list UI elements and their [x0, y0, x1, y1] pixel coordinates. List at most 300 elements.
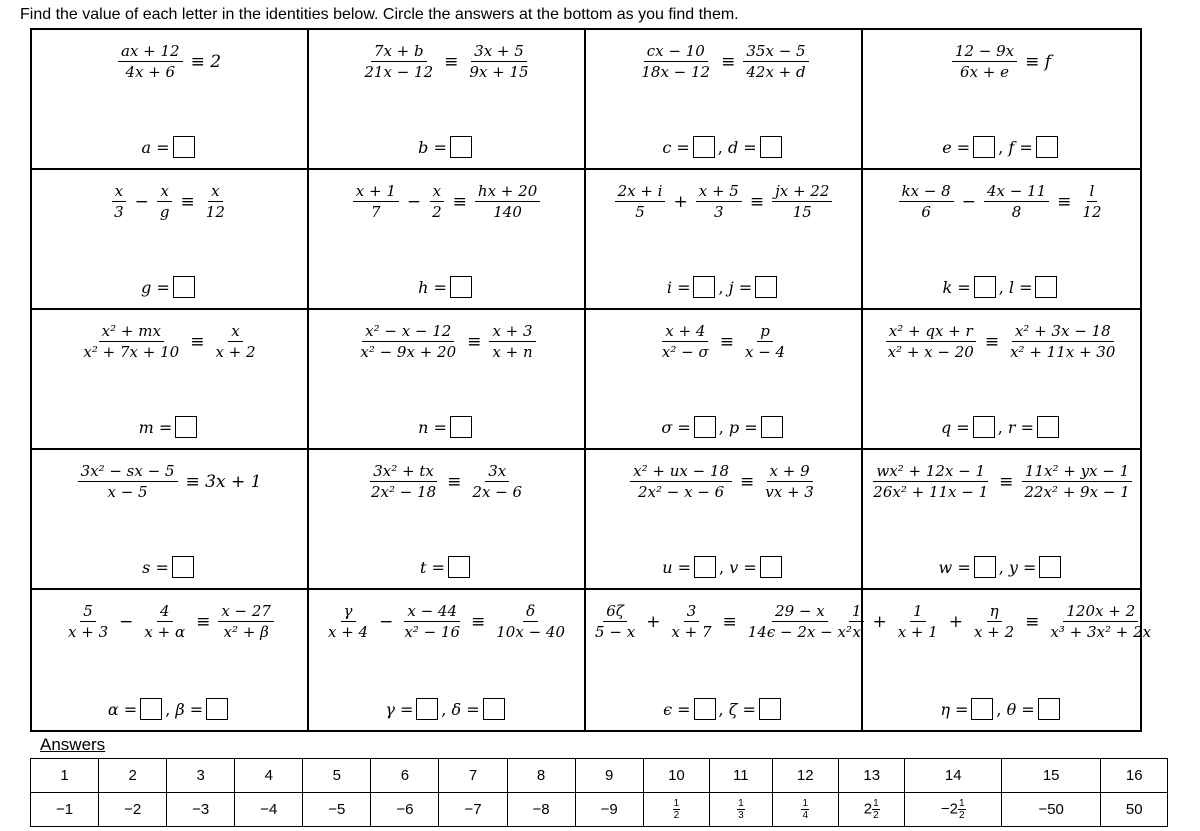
variable-label: j =	[728, 277, 753, 297]
separator: ,	[441, 699, 452, 719]
denominator: 26x² + 11x − 1	[873, 483, 989, 501]
problem-cell	[863, 30, 1140, 170]
answer-option[interactable]: 4	[235, 759, 303, 793]
fraction	[355, 322, 461, 361]
answer-box[interactable]	[175, 416, 197, 438]
answer-box[interactable]	[450, 276, 472, 298]
fraction	[847, 602, 867, 641]
denominator: 8	[1011, 203, 1022, 221]
answer-line	[309, 556, 584, 578]
answer-box[interactable]	[760, 136, 782, 158]
identity-expression	[586, 462, 861, 501]
denominator: 7	[371, 203, 381, 221]
separator: ,	[998, 277, 1009, 297]
denominator: 6	[921, 203, 931, 221]
separator: ,	[719, 557, 730, 577]
variable-label: c =	[662, 137, 690, 157]
denominator: 6x + e	[960, 63, 1010, 81]
identity-expression	[851, 602, 1152, 641]
numerator: x + 4	[662, 322, 708, 342]
operator: ≡	[447, 471, 462, 492]
answer-box[interactable]	[973, 136, 995, 158]
identity-expression	[863, 462, 1140, 501]
answer-box[interactable]	[1036, 136, 1058, 158]
identity-expression	[863, 322, 1140, 361]
denominator: x² + x − 20	[887, 343, 974, 361]
fraction	[1045, 602, 1156, 641]
answer-option[interactable]: −9	[575, 793, 643, 827]
answer-line	[32, 416, 307, 438]
denominator: 2x² − x − 6	[637, 483, 725, 501]
denominator: x² + 7x + 10	[83, 343, 180, 361]
answer-option[interactable]: −3	[167, 793, 235, 827]
answer-option[interactable]: 3	[167, 759, 235, 793]
fraction	[760, 462, 819, 501]
denominator: x	[852, 623, 861, 641]
operator: ≡	[984, 331, 1000, 352]
whole-part: 2	[863, 800, 873, 818]
identity-expression	[32, 462, 307, 501]
numerator: 120x + 2	[1063, 602, 1138, 622]
numerator: x	[228, 322, 242, 342]
answer-box[interactable]	[172, 556, 194, 578]
answer-option[interactable]: −1	[31, 793, 99, 827]
numerator: 3x	[485, 462, 509, 482]
answer-option[interactable]: 6	[371, 759, 439, 793]
numerator: p	[757, 322, 773, 342]
numerator: x + 3	[489, 322, 535, 342]
operator: ≡	[740, 471, 755, 492]
answer-option[interactable]: 14	[905, 759, 1002, 793]
operator: ≡	[1025, 611, 1040, 632]
whole-part: −2	[940, 800, 958, 818]
answer-box[interactable]	[755, 276, 777, 298]
problem-cell	[863, 310, 1140, 450]
fraction	[969, 602, 1019, 641]
answers-title: Answers	[40, 735, 106, 754]
variable-label: θ =	[1006, 699, 1035, 719]
fraction	[201, 182, 230, 221]
answer-option[interactable]	[905, 793, 1002, 827]
answer-box[interactable]	[206, 698, 228, 720]
numerator: 3	[684, 602, 700, 622]
denominator: x³ + 3x² + 2x	[1050, 623, 1152, 641]
operator: ≡ 2	[190, 51, 222, 72]
answer-line	[309, 416, 584, 438]
numerator: x + 5	[696, 182, 742, 202]
variable-label: v =	[729, 557, 757, 577]
operator: ≡	[999, 471, 1014, 492]
denominator: 21x − 12	[364, 63, 434, 81]
operator: ≡	[749, 191, 765, 212]
fraction	[323, 602, 373, 641]
fraction	[1077, 182, 1106, 221]
denominator: x + 1	[897, 623, 938, 641]
variable-label: a =	[141, 137, 170, 157]
answer-option[interactable]: −8	[507, 793, 575, 827]
problem-cell	[586, 170, 863, 310]
variable-label: r =	[1007, 417, 1035, 437]
answer-option[interactable]	[772, 793, 838, 827]
identity-expression	[863, 42, 1140, 81]
answer-box[interactable]	[974, 276, 996, 298]
numerator: 4x − 11	[984, 182, 1049, 202]
fraction	[487, 322, 537, 361]
variable-label: t =	[420, 557, 445, 577]
operator: ≡ 3x + 1	[185, 471, 262, 492]
answer-option[interactable]: 13	[838, 759, 904, 793]
variable-label: h =	[418, 277, 447, 297]
operator: +	[646, 611, 661, 632]
operator: ≡	[719, 331, 734, 352]
denominator: x + 3	[68, 623, 109, 641]
small-fraction: $\frac{1}{2}$	[873, 798, 879, 821]
answer-box[interactable]	[1039, 556, 1061, 578]
operator: ≡	[180, 191, 195, 212]
problem-cell	[863, 450, 1140, 590]
answer-box[interactable]	[974, 556, 996, 578]
variable-label: g =	[141, 277, 170, 297]
operator: −	[379, 611, 394, 632]
answer-box[interactable]	[759, 698, 781, 720]
answers-table	[30, 758, 1168, 827]
separator: ,	[998, 137, 1009, 157]
denominator: 22x² + 9x − 1	[1024, 483, 1130, 501]
denominator: x + α	[144, 623, 186, 641]
answer-box[interactable]	[694, 416, 716, 438]
answer-box[interactable]	[760, 556, 782, 578]
answer-option[interactable]: 1	[31, 759, 99, 793]
answer-box[interactable]	[450, 136, 472, 158]
problem-cell	[309, 30, 586, 170]
answer-option[interactable]: 7	[439, 759, 507, 793]
problem-cell	[586, 310, 863, 450]
answer-box[interactable]	[971, 698, 993, 720]
numerator: jx + 22	[772, 182, 832, 202]
numerator: x + 9	[767, 462, 813, 482]
variable-label: ϵ =	[663, 699, 691, 719]
fraction	[1019, 462, 1134, 501]
operator: ≡	[1057, 191, 1072, 212]
answer-option[interactable]: 10	[643, 759, 709, 793]
numerator: 12 − 9x	[952, 42, 1017, 62]
numerator: η	[987, 602, 1002, 622]
denominator: x² − σ	[661, 343, 709, 361]
fraction	[63, 602, 113, 641]
fraction	[210, 322, 260, 361]
identity-expression	[309, 462, 584, 501]
numerator: x² + mx	[99, 322, 164, 342]
identity-expression	[32, 322, 307, 361]
answer-line	[32, 556, 307, 578]
operator: −	[961, 191, 976, 212]
numerator: x² − x − 12	[362, 322, 454, 342]
fraction	[897, 182, 956, 221]
answer-option[interactable]	[838, 793, 904, 827]
denominator: 42x + d	[746, 63, 806, 81]
fraction	[741, 42, 810, 81]
answer-option[interactable]: −6	[371, 793, 439, 827]
numerator: 3x² + tx	[370, 462, 437, 482]
answer-option[interactable]: 5	[303, 759, 371, 793]
separator: ,	[717, 137, 728, 157]
variable-label: d =	[727, 137, 757, 157]
numerator: x	[112, 182, 126, 202]
variable-label: γ =	[385, 699, 414, 719]
denominator: 15	[792, 203, 812, 221]
small-fraction: $\frac{1}{2}$	[958, 798, 965, 821]
operator: −	[119, 611, 134, 632]
variable-label: n =	[418, 417, 447, 437]
numerator: x² + qx + r	[886, 322, 976, 342]
variable-label: m =	[138, 417, 173, 437]
answer-line	[32, 276, 307, 298]
fraction	[76, 462, 180, 501]
operator: −	[134, 191, 149, 212]
answer-line	[863, 276, 1140, 298]
problem-cell	[309, 170, 586, 310]
variable-label: p =	[728, 417, 758, 437]
operator: +	[872, 611, 887, 632]
problem-grid	[30, 28, 1152, 732]
fraction	[116, 42, 185, 81]
operator: ≡	[467, 331, 482, 352]
numerator: kx − 8	[899, 182, 954, 202]
operator: ≡	[471, 611, 486, 632]
fraction	[666, 602, 716, 641]
instructions: Find the value of each letter in the identities below. Circle the answers at the bottom as you find them.	[20, 6, 739, 23]
denominator: x² + β	[223, 623, 269, 641]
fraction	[740, 322, 790, 361]
denominator: x + 7	[671, 623, 712, 641]
problem-cell	[32, 170, 309, 310]
denominator: 12	[1082, 203, 1102, 221]
answer-box[interactable]	[1035, 276, 1057, 298]
denominator: x² + 11x + 30	[1010, 343, 1116, 361]
numerator: 3x + 5	[471, 42, 527, 62]
numerator: ax + 12	[118, 42, 183, 62]
answer-option[interactable]: 15	[1001, 759, 1100, 793]
numerator: x² + 3x − 18	[1012, 322, 1114, 342]
operator: ≡	[190, 331, 205, 352]
operator: ≡	[196, 611, 211, 632]
identity-expression	[586, 182, 861, 221]
answer-box[interactable]	[416, 698, 438, 720]
answer-line	[863, 698, 1140, 720]
operator: +	[948, 611, 964, 632]
operator: ≡	[722, 611, 737, 632]
identity-expression	[863, 182, 1140, 221]
fraction	[464, 42, 533, 81]
identity-expression	[309, 182, 584, 221]
variable-label: σ =	[661, 417, 691, 437]
numerator: 5	[80, 602, 96, 622]
answer-box[interactable]	[448, 556, 470, 578]
answer-line	[586, 556, 861, 578]
identity-expression	[32, 182, 307, 221]
variable-label: ζ =	[728, 699, 756, 719]
separator: ,	[997, 417, 1008, 437]
answer-option[interactable]: −4	[235, 793, 303, 827]
answer-box[interactable]	[694, 556, 716, 578]
answer-box[interactable]	[693, 136, 715, 158]
fraction	[883, 322, 979, 361]
denominator: 2	[432, 203, 442, 221]
variable-label: f =	[1008, 137, 1033, 157]
answer-line	[863, 556, 1140, 578]
variable-label: η =	[940, 699, 969, 719]
numerator: cx − 10	[644, 42, 708, 62]
numerator: l	[1087, 182, 1098, 202]
answer-option[interactable]: 11	[710, 759, 772, 793]
numerator: x	[208, 182, 222, 202]
problem-cell	[586, 30, 863, 170]
answer-option[interactable]: 9	[575, 759, 643, 793]
denominator: x + 2	[215, 343, 256, 361]
operator: ≡	[444, 51, 459, 72]
numerator: x	[157, 182, 171, 202]
answer-box[interactable]	[173, 136, 195, 158]
identity-expression	[309, 322, 584, 361]
fraction	[216, 602, 276, 641]
numerator: 11x² + yx − 1	[1022, 462, 1132, 482]
numerator: 4	[157, 602, 173, 622]
problem-cell	[32, 590, 309, 730]
variable-label: s =	[142, 557, 169, 577]
fraction	[770, 182, 834, 221]
answer-line	[586, 136, 861, 158]
numerator: 35x − 5	[743, 42, 808, 62]
variable-label: e =	[942, 137, 971, 157]
answer-box[interactable]	[694, 698, 716, 720]
denominator: x² − 9x + 20	[360, 343, 457, 361]
variable-label: w =	[938, 557, 971, 577]
denominator: 2x − 6	[472, 483, 523, 501]
fraction	[467, 462, 527, 501]
numerator: x + 1	[353, 182, 399, 202]
separator: ,	[718, 417, 729, 437]
denominator: 14ϵ − 2x − x²	[747, 623, 852, 641]
fraction	[399, 602, 465, 641]
variable-label: y =	[1008, 557, 1037, 577]
answer-box[interactable]	[483, 698, 505, 720]
identity-expression	[32, 42, 307, 81]
denominator: 3	[714, 203, 724, 221]
numerator: x − 27	[218, 602, 274, 622]
answer-option[interactable]: 8	[507, 759, 575, 793]
variable-label: β =	[175, 699, 204, 719]
identity-expression	[32, 602, 307, 641]
variable-label: α =	[107, 699, 138, 719]
operator: −	[406, 191, 422, 212]
answers-row-positive	[31, 759, 1168, 793]
answer-line	[586, 698, 861, 720]
denominator: x + 4	[327, 623, 369, 641]
answer-option[interactable]: 2	[99, 759, 167, 793]
denominator: x + 2	[974, 623, 1015, 641]
answer-line	[309, 276, 584, 298]
fraction	[694, 182, 744, 221]
denominator: 3	[114, 203, 124, 221]
answer-box[interactable]	[173, 276, 195, 298]
fraction	[982, 182, 1051, 221]
numerator: 1	[849, 602, 865, 622]
denominator: x − 5	[107, 483, 148, 501]
numerator: 7x + b	[371, 42, 427, 62]
small-fraction: $\frac{1}{2}$	[673, 798, 680, 821]
fraction	[950, 42, 1019, 81]
problem-cell	[309, 590, 586, 730]
answer-option[interactable]: 50	[1101, 793, 1168, 827]
denominator: 10x − 40	[496, 623, 566, 641]
variable-label: l =	[1008, 277, 1033, 297]
answer-box[interactable]	[693, 276, 715, 298]
denominator: g	[159, 203, 170, 221]
answer-box[interactable]	[1037, 416, 1059, 438]
numerator: 1	[910, 602, 926, 622]
answer-option[interactable]: 16	[1101, 759, 1168, 793]
problem-cell	[309, 310, 586, 450]
numerator: γ	[341, 602, 356, 622]
answer-option[interactable]: −50	[1001, 793, 1100, 827]
answer-box[interactable]	[1038, 698, 1060, 720]
variable-label: k =	[942, 277, 971, 297]
separator: ,	[998, 557, 1009, 577]
problem-cell	[32, 30, 309, 170]
answer-option[interactable]: −2	[99, 793, 167, 827]
fraction	[1005, 322, 1120, 361]
answer-option[interactable]	[710, 793, 772, 827]
fraction	[743, 602, 857, 641]
numerator: x	[430, 182, 444, 202]
fraction	[366, 462, 441, 501]
answer-option[interactable]	[643, 793, 709, 827]
answer-box[interactable]	[761, 416, 783, 438]
variable-label: δ =	[451, 699, 480, 719]
denominator: 9x + 15	[469, 63, 529, 81]
problem-cell	[851, 590, 1152, 730]
identity-expression	[586, 42, 861, 81]
fraction	[359, 42, 438, 81]
denominator: 5 − x	[595, 623, 636, 641]
numerator: 3x² − sx − 5	[78, 462, 178, 482]
fraction	[868, 462, 993, 501]
denominator: 18x − 12	[641, 63, 711, 81]
fraction	[628, 462, 734, 501]
variable-label: u =	[662, 557, 692, 577]
fraction	[613, 182, 668, 221]
answer-box[interactable]	[450, 416, 472, 438]
answer-box[interactable]	[140, 698, 162, 720]
answer-line	[863, 136, 1140, 158]
variable-label: i =	[666, 277, 691, 297]
operator: ≡	[721, 51, 736, 72]
denominator: 4x + 6	[125, 63, 176, 81]
answer-option[interactable]: −5	[303, 793, 371, 827]
answer-option[interactable]: −7	[439, 793, 507, 827]
separator: ,	[718, 699, 729, 719]
answer-box[interactable]	[973, 416, 995, 438]
numerator: wx² + 12x − 1	[873, 462, 988, 482]
denominator: vx + 3	[765, 483, 814, 501]
answer-option[interactable]: 12	[772, 759, 838, 793]
numerator: 29 − x	[772, 602, 828, 622]
answer-line	[586, 276, 861, 298]
fraction	[427, 182, 447, 221]
answer-line	[309, 698, 584, 720]
denominator: x + n	[492, 343, 533, 361]
identity-expression	[309, 42, 584, 81]
